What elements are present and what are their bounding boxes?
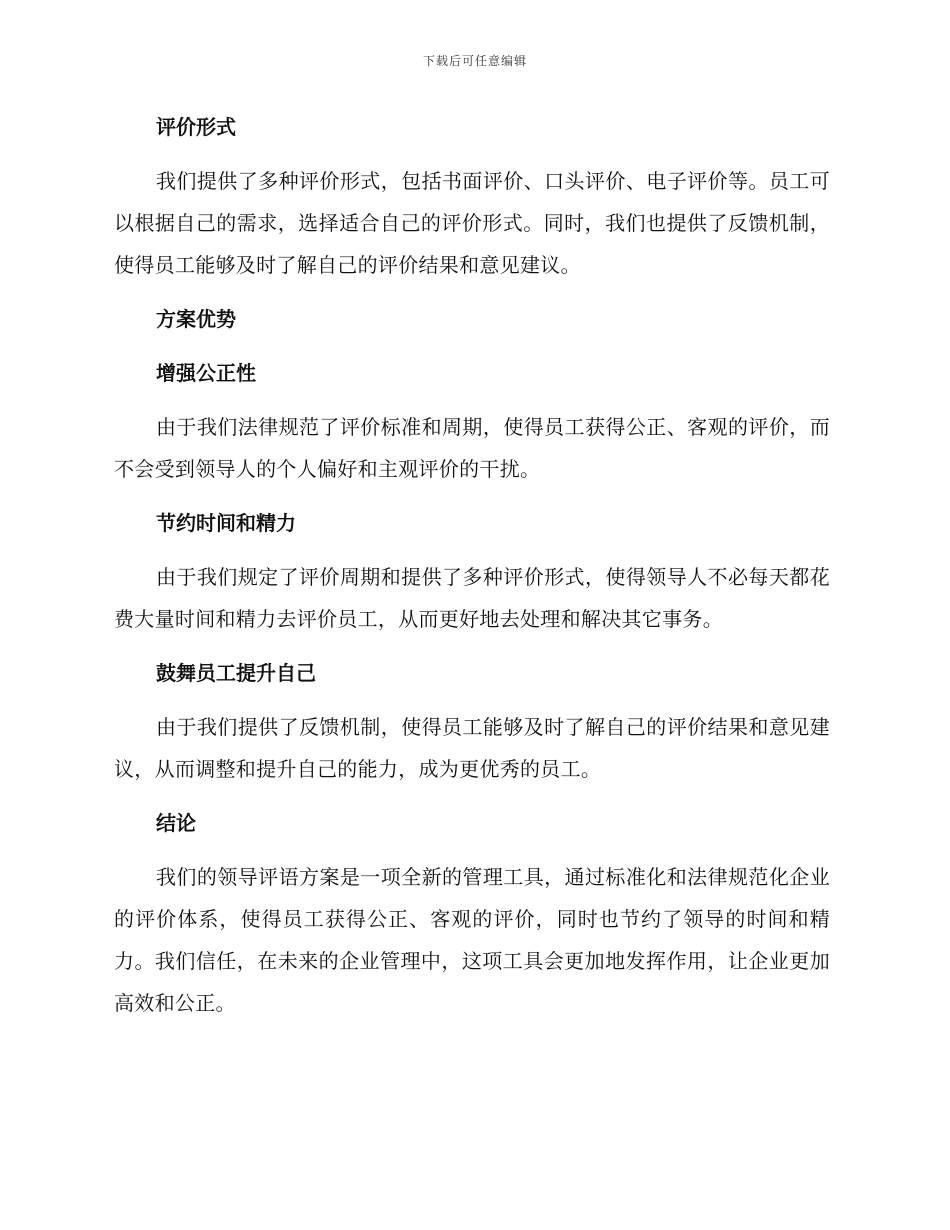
heading-plan-advantages: 方案优势 (156, 307, 236, 331)
heading-evaluation-form: 评价形式 (156, 115, 236, 139)
paragraph-conclusion: 我们的领导评语方案是一项全新的管理工具，通过标准化和法律规范化企业的评价体系，使得员工获得公正、客观的评价，同时也节约了领导的时间和精力。我们信任，在未来的企业管理中，这项工具会更加地发挥作用，让企业更加高效和公正。 (114, 865, 830, 1015)
heading-encourage: 鼓舞员工提升自己 (156, 661, 316, 685)
header-note: 下载后可任意编辑 (422, 54, 527, 68)
heading-time-saving: 节约时间和精力 (156, 511, 296, 535)
spacer (114, 340, 830, 352)
heading-conclusion: 结论 (156, 811, 196, 835)
paragraph-encourage: 由于我们提供了反馈机制，使得员工能够及时了解自己的评价结果和意见建议，从而调整和提升自己的能力，成为更优秀的员工。 (114, 715, 830, 781)
document-body (114, 106, 830, 1036)
heading-fairness: 增强公正性 (156, 361, 256, 385)
paragraph-evaluation-form: 我们提供了多种评价形式，包括书面评价、口头评价、电子评价等。员工可以根据自己的需求，选择适合自己的评价形式。同时，我们也提供了反馈机制，使得员工能够及时了解自己的评价结果和意见建议。 (114, 169, 830, 277)
paragraph-time-saving: 由于我们规定了评价周期和提供了多种评价形式，使得领导人不必每天都花费大量时间和精力去评价员工，从而更好地去处理和解决其它事务。 (114, 565, 830, 631)
paragraph-fairness: 由于我们法律规范了评价标准和周期，使得员工获得公正、客观的评价，而不会受到领导人的个人偏好和主观评价的干扰。 (114, 415, 830, 481)
